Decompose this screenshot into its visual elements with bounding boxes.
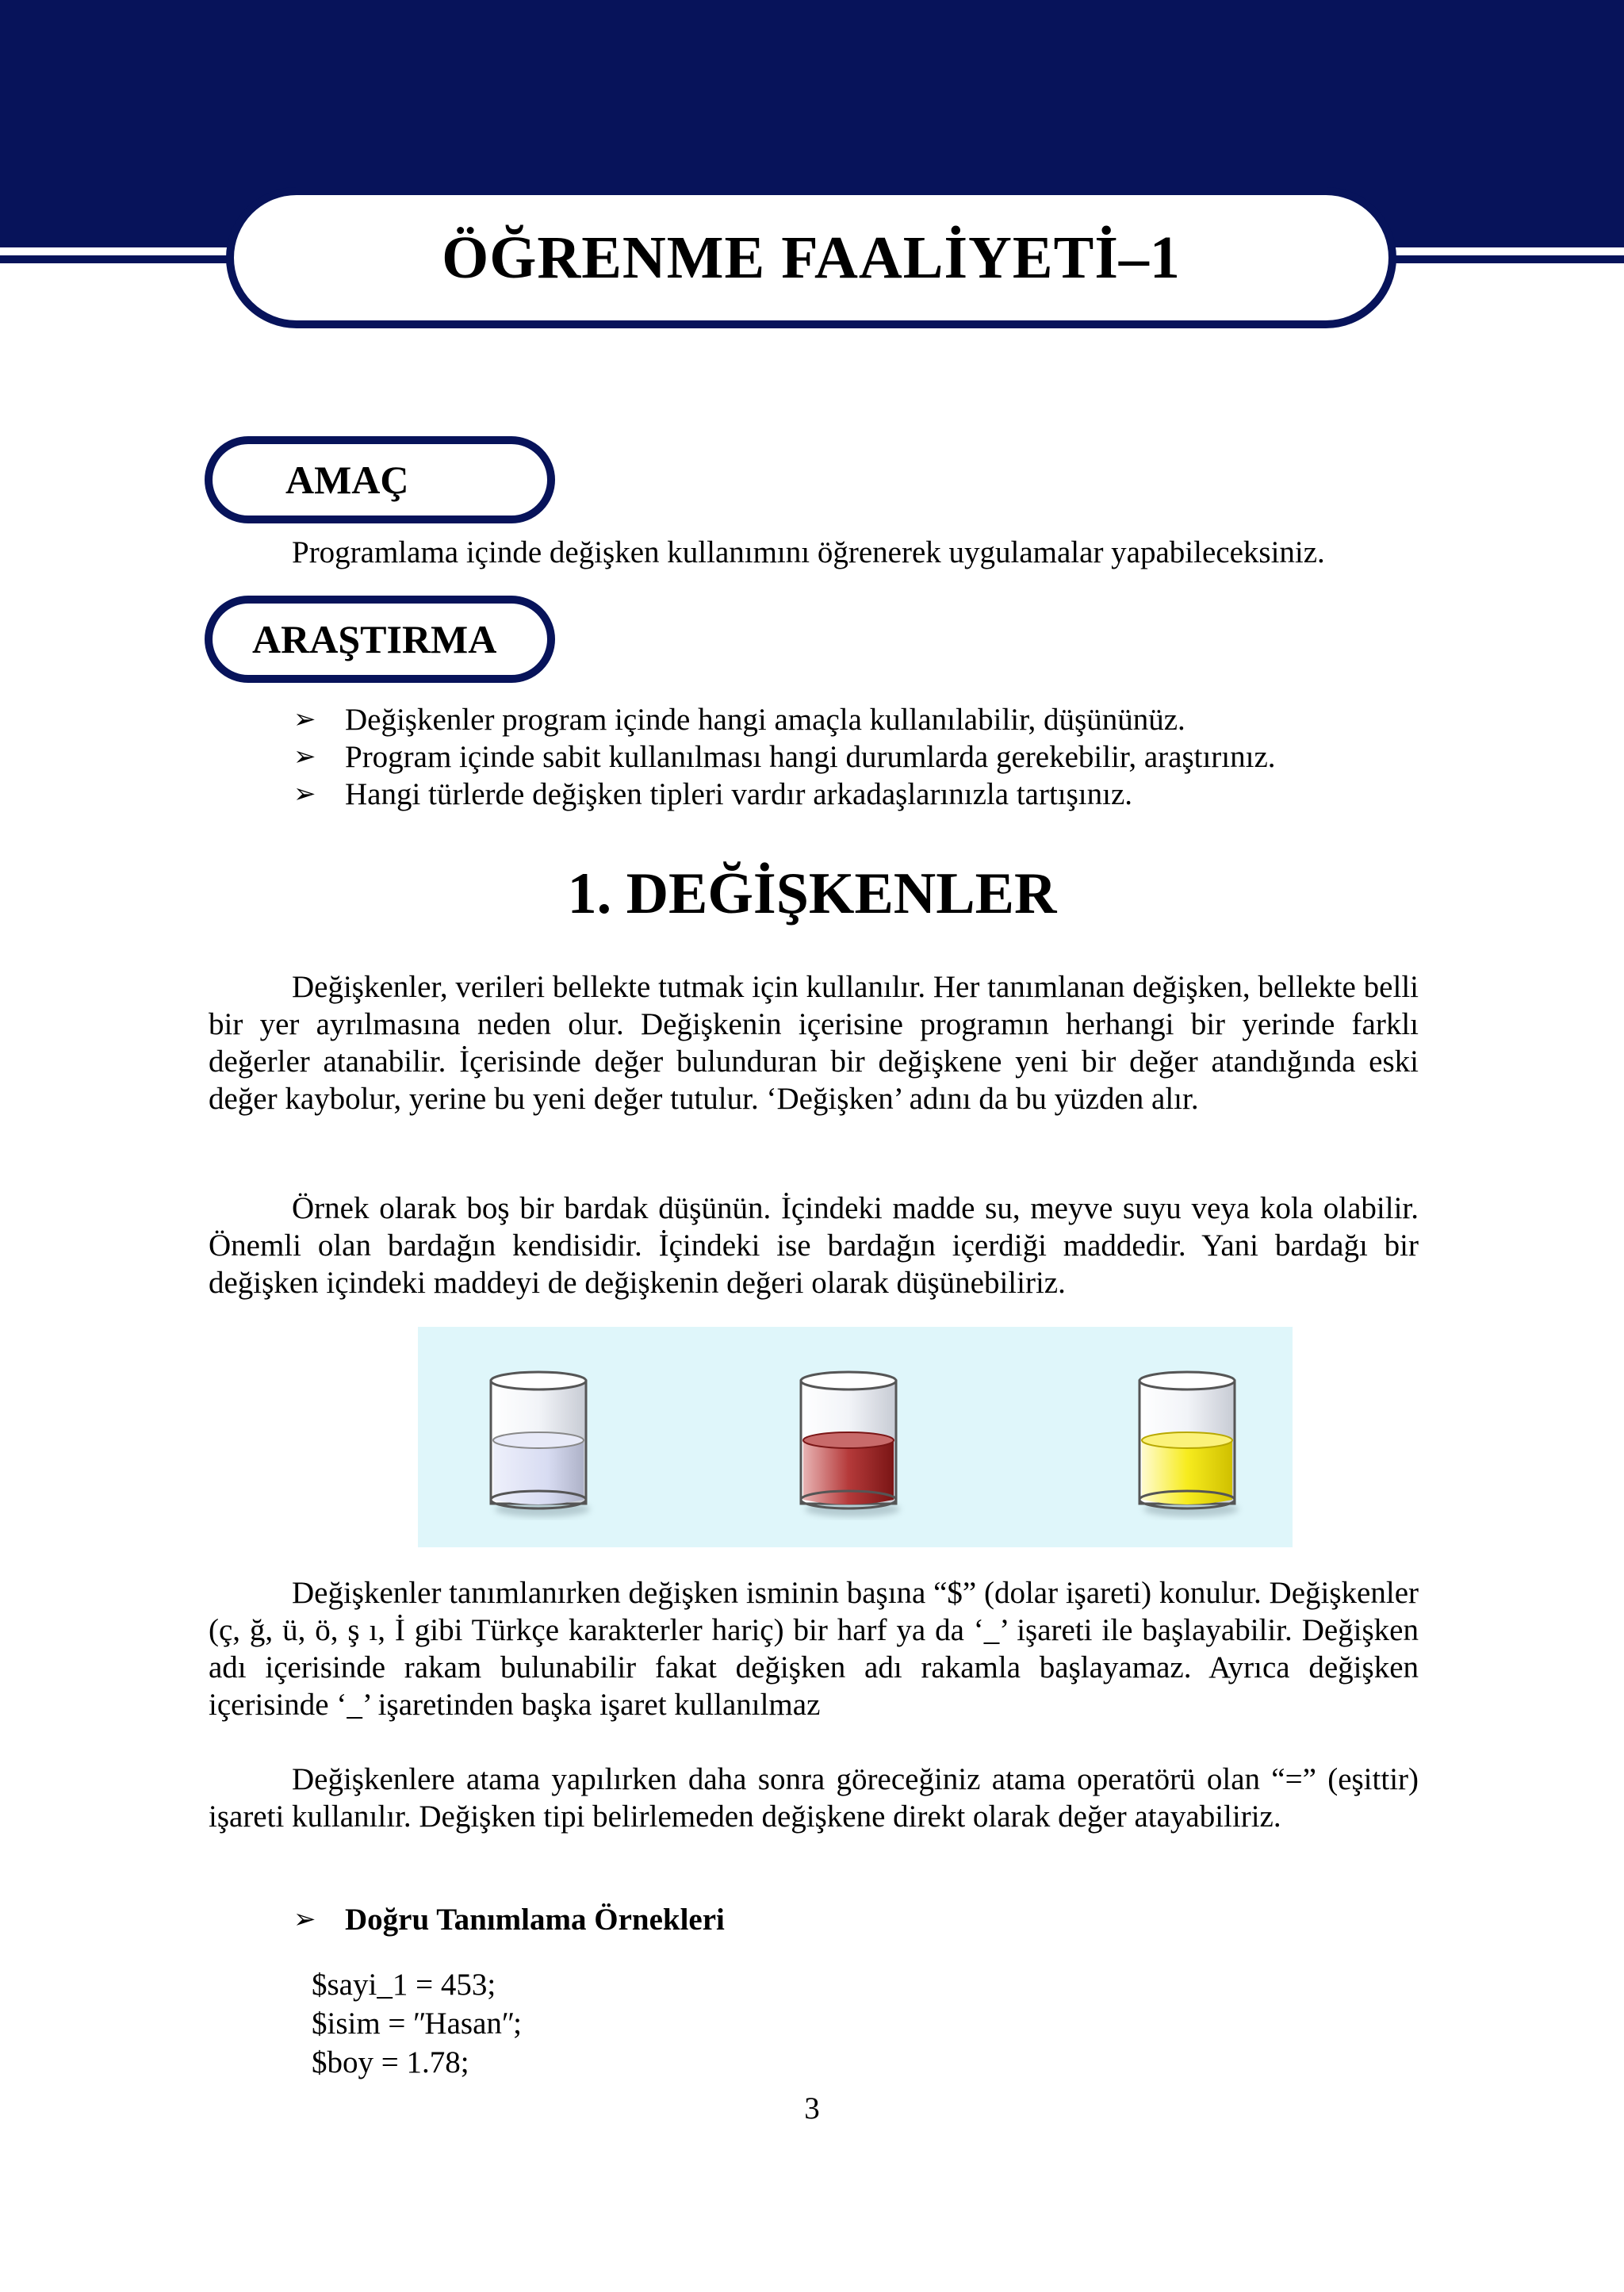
arrow-bullet-icon: ➢ [293,1903,316,1935]
code-line: $boy = 1.78; [312,2045,469,2079]
examples-heading [293,1901,725,1938]
list-item: ➢ Program içinde sabit kullanılması hangi durumlarda gerekebilir, araştırınız. [293,740,1276,774]
glass-water-icon [491,1372,590,1517]
page-number: 3 [804,2091,820,2125]
paragraph-2: Örnek olarak boş bir bardak düşünün. İçindeki madde su, meyve suyu veya kola olabilir. Önemli olan bardağın kendisidir. İçindeki ise bardağın içerdiği maddedir. Yani bardağı bir değişken içindeki maddeyi de değişkenin değeri olarak düşünebiliriz. [209,1191,1419,1300]
glasses-figure [418,1327,1293,1547]
list-item: ➢ Hangi türlerde değişken tipleri vardır arkadaşlarınızla tartışınız. [293,777,1133,811]
code-line: $sayi_1 = 453; [312,1968,496,2002]
amac-text: Programlama içinde değişken kullanımını öğrenerek uygulamalar yapabileceksiniz. [292,535,1325,569]
page-title: ÖĞRENME FAALİYETİ–1 [442,224,1181,291]
code-line: $isim = ʺHasanʺ; [312,2006,522,2041]
arastirma-list [293,701,1276,813]
amac-label-box [205,436,555,523]
code-examples [312,1965,522,2082]
examples-heading-text: Doğru Tanımlama Örnekleri [345,1903,725,1937]
amac-label: AMAÇ [285,458,409,502]
arastirma-label-box [205,596,555,683]
glasses-illustration [418,1327,1293,1547]
list-item: ➢ Değişkenler program içinde hangi amaçla kullanılabilir, düşününüz. [293,703,1185,737]
glass-juice-icon [801,1372,900,1517]
title-banner [226,187,1396,328]
paragraph-3: Değişkenler tanımlanırken değişken isminin başına “$” (dolar işareti) konulur. Değişkenler (ç, ğ, ü, ö, ş ı, İ gibi Türkçe karakterler hariç) bir harf ya da ‘_’ işareti ile başlayabilir. Değişken adı içerisinde rakam bulunabilir fakat değişken adı rakamla başlayamaz. Ayrıca değişken içerisinde ‘_’ işaretinden başka işaret kullanılmaz [209,1576,1419,1722]
glass-lemonade-icon [1139,1372,1239,1517]
paragraph-1: Değişkenler, verileri bellekte tutmak için kullanılır. Her tanımlanan değişken, bellekte belli bir yer ayrılmasına neden olur. Değişkenin içerisine programın herhangi bir yerinde farklı değerler atanabilir. İçerisinde değer bulunduran bir değişkene yeni bir değer atandığında eski değer kaybolur, yerine bu yeni değer tutulur. ‘Değişken’ adını da bu yüzden alır. [209,970,1419,1116]
section-title: 1. DEĞİŞKENLER [567,861,1057,926]
arrow-bullet-icon: ➢ [293,741,316,772]
paragraph-4: Değişkenlere atama yapılırken daha sonra göreceğiniz atama operatörü olan “=” (eşittir) işareti kullanılır. Değişken tipi belirlemeden değişkene direkt olarak değer atayabiliriz. [209,1762,1419,1834]
arrow-bullet-icon: ➢ [293,703,316,735]
arastirma-label: ARAŞTIRMA [252,617,497,661]
arrow-bullet-icon: ➢ [293,778,316,810]
